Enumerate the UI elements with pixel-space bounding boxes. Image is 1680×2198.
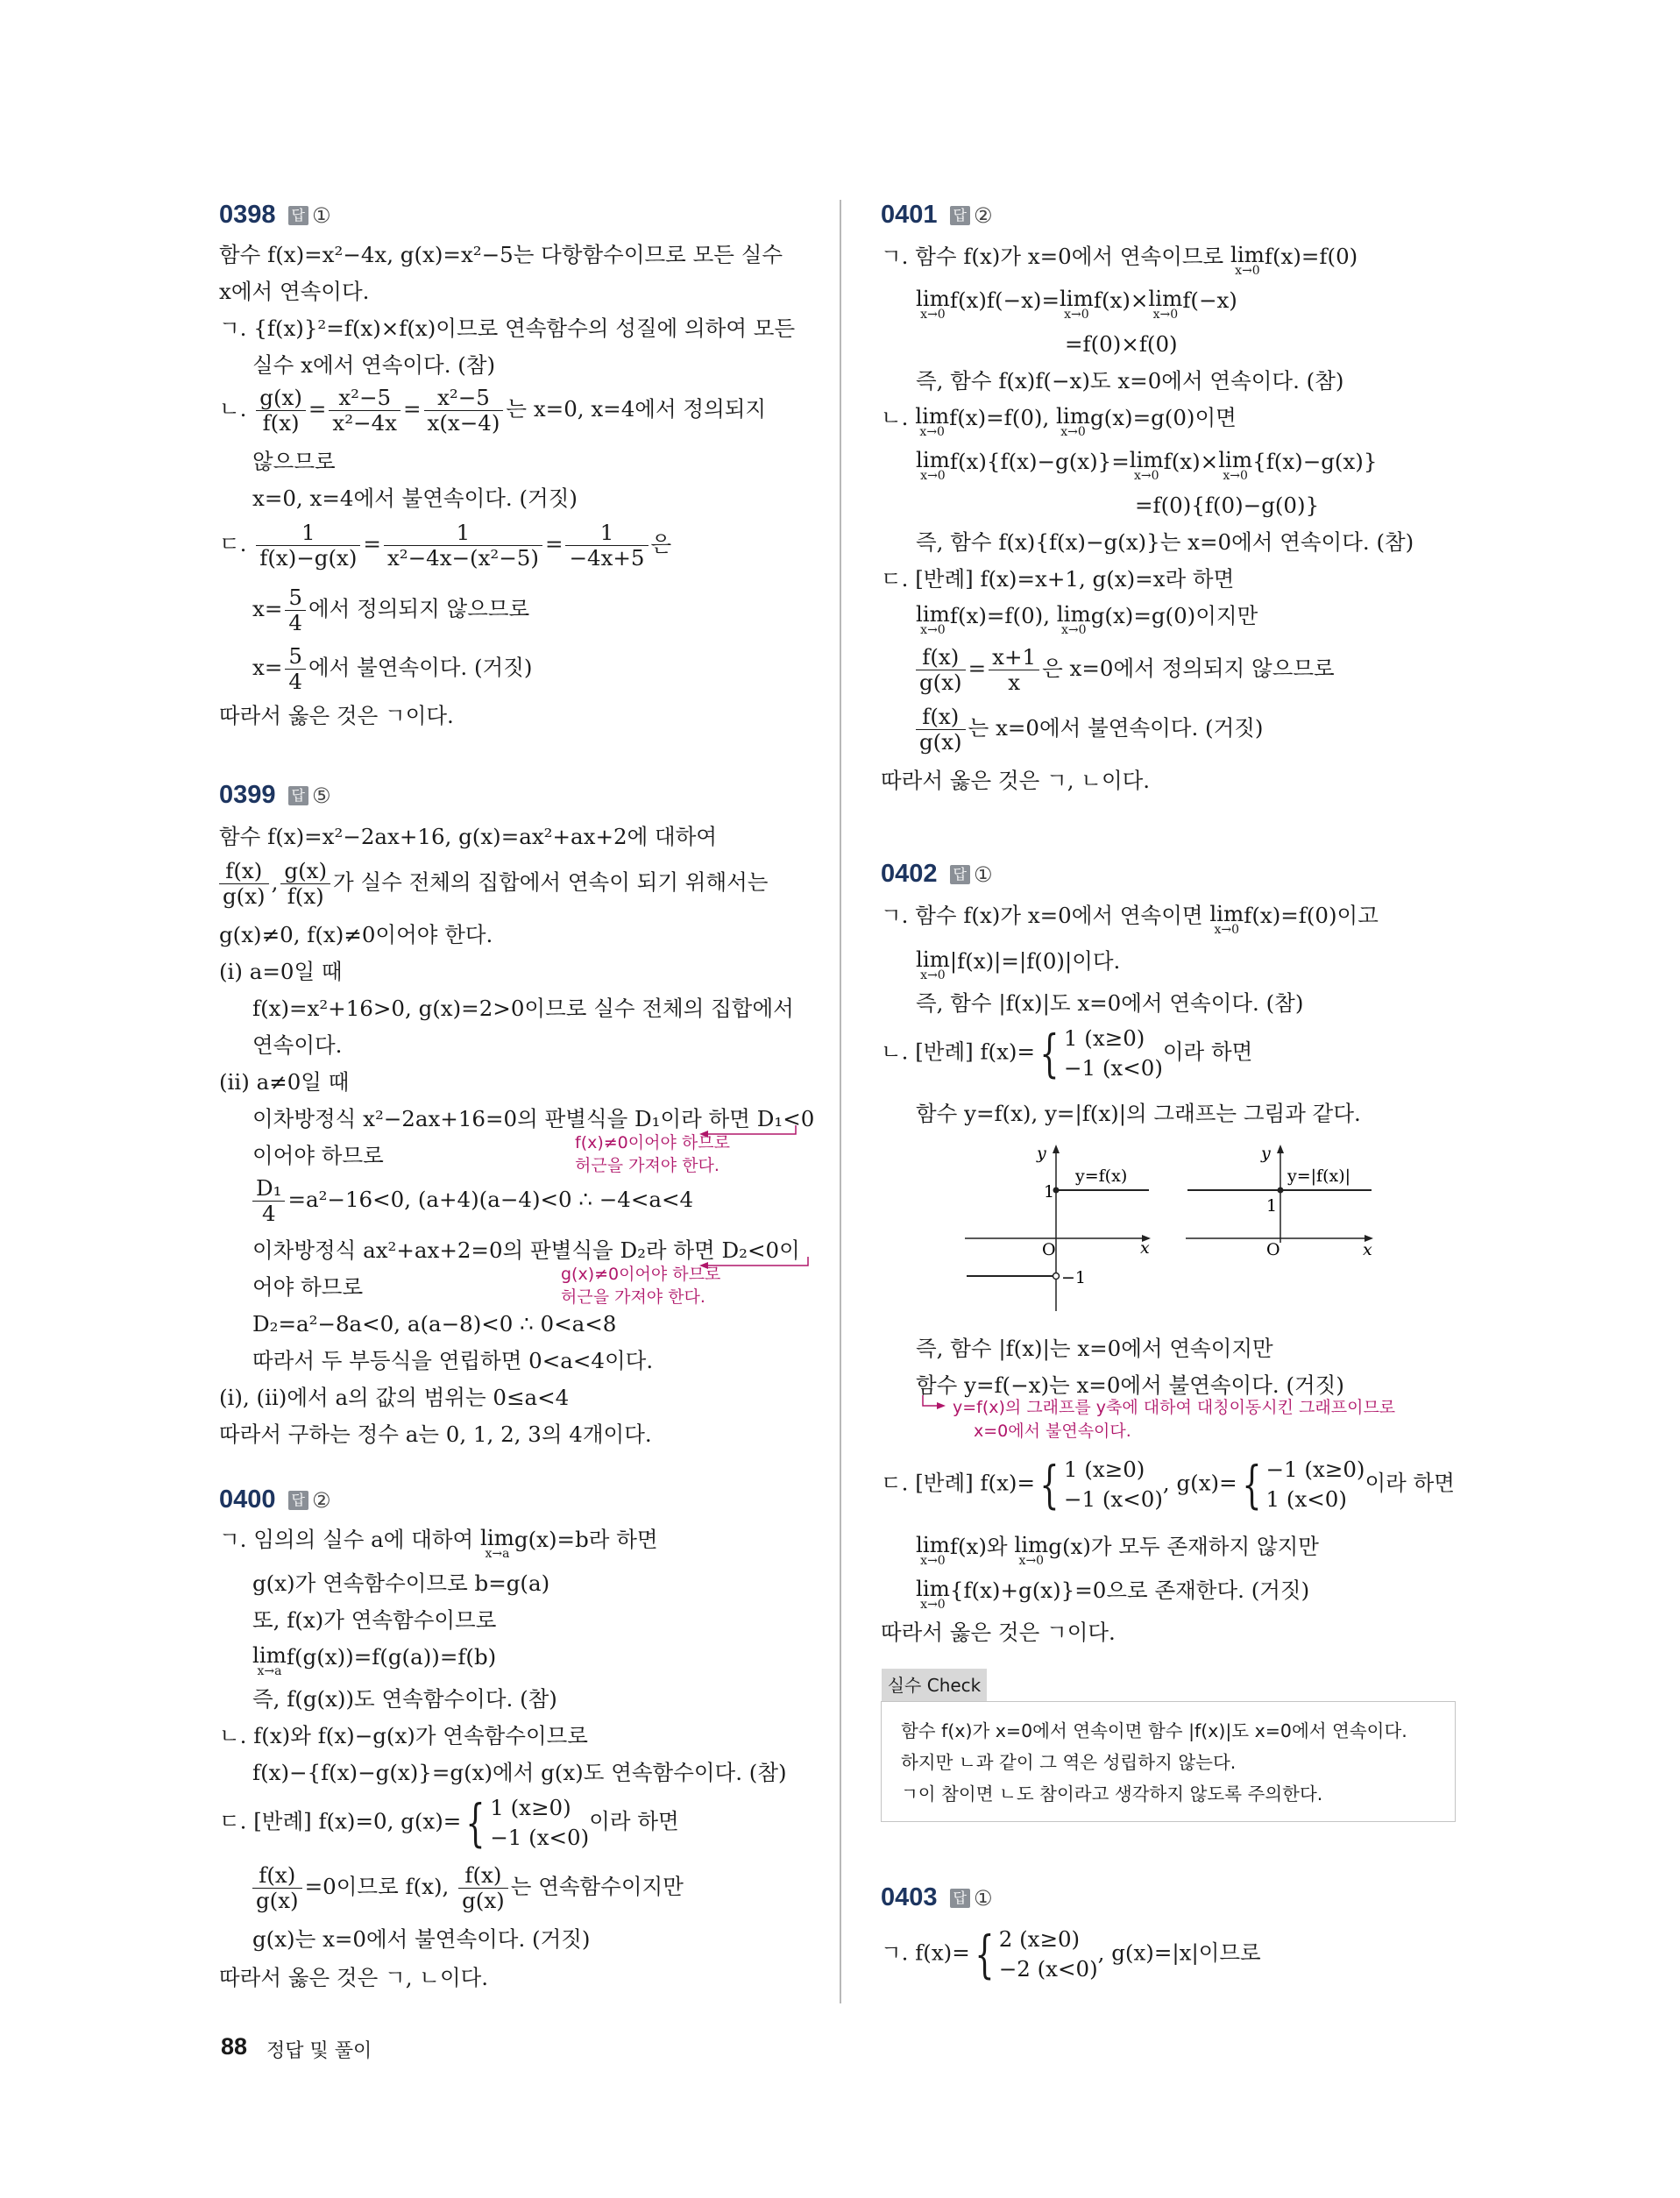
equation-line bbox=[881, 403, 1237, 438]
cases bbox=[1064, 1024, 1163, 1083]
denominator: x bbox=[1008, 670, 1021, 695]
fraction bbox=[424, 386, 504, 436]
denominator: x(x−4) bbox=[427, 410, 500, 436]
equation-line bbox=[252, 585, 529, 635]
text: 은 x=0에서 정의되지 않으므로 bbox=[1042, 656, 1335, 681]
text-line: g(x)는 x=0에서 불연속이다. (거짓) bbox=[252, 1926, 591, 1952]
case: −2 (x<0) bbox=[998, 1956, 1098, 1982]
text: 이라 하면 bbox=[589, 1808, 679, 1834]
denominator: g(x) bbox=[462, 1888, 505, 1913]
denominator: f(x) bbox=[262, 410, 300, 436]
problem-number: 0401 bbox=[881, 201, 938, 229]
text-line: (ⅰ) a=0일 때 bbox=[219, 959, 343, 984]
text: 이라 하면 bbox=[1365, 1470, 1455, 1496]
text-line: =f(0)×f(0) bbox=[1065, 331, 1178, 357]
fraction bbox=[285, 644, 306, 694]
equation-line: ㄷ. $\frac{1}{f(x)-g(x)}$ = $\frac{1}{\text{x²−4x−(x²−5)}}$ = $\frac{1}{-4x+5}$ 은 bbox=[219, 520, 672, 571]
text: ㄷ. [반례] f(x)=0, g(x)= bbox=[219, 1808, 462, 1834]
text: , g(x)=|x|이므로 bbox=[1097, 1939, 1261, 1966]
brace-symbol: { bbox=[975, 1925, 995, 1984]
problem-number: 0400 bbox=[219, 1485, 276, 1514]
text: =a²−16<0, (a+4)(a−4)<0 ∴ −4<a<4 bbox=[287, 1187, 694, 1212]
denominator: 4 bbox=[261, 1201, 276, 1226]
limit bbox=[1057, 601, 1091, 636]
text: ㄴ. bbox=[881, 405, 916, 430]
limit bbox=[916, 1532, 950, 1567]
y-axis-label: y bbox=[1037, 1144, 1046, 1163]
margin-note: g(x)≠0이어야 하므로 bbox=[561, 1265, 721, 1284]
case: 2 (x≥0) bbox=[998, 1926, 1081, 1952]
denominator: 4 bbox=[288, 669, 302, 694]
mistake-check-tab: 실수 Check bbox=[882, 1669, 987, 1702]
lim-symbol: lim bbox=[480, 1525, 514, 1550]
lim-symbol: lim bbox=[1014, 1532, 1049, 1557]
text: g(x)=g(0)이면 bbox=[1089, 405, 1237, 430]
text: f(x)× bbox=[1093, 287, 1149, 313]
text-line: x에서 연속이다. bbox=[219, 279, 370, 304]
piecewise bbox=[1237, 1455, 1365, 1514]
text-line: 따라서 두 부등식을 연립하면 0<a<4이다. bbox=[252, 1348, 654, 1373]
margin-note: 허근을 가져야 한다. bbox=[575, 1156, 719, 1175]
lim-symbol: lim bbox=[1209, 901, 1244, 926]
lim-symbol: lim bbox=[916, 447, 950, 472]
limit bbox=[1130, 447, 1164, 482]
limit bbox=[916, 1576, 950, 1611]
check-line: 하지만 ㄴ과 같이 그 역은 성립하지 않는다. bbox=[901, 1752, 1237, 1773]
lim-symbol: lim bbox=[1230, 242, 1265, 267]
equation-line bbox=[881, 1455, 1455, 1514]
problem-number: 0398 bbox=[219, 201, 276, 229]
footer-label: 정답 및 풀이 bbox=[266, 2040, 372, 2062]
fraction bbox=[256, 386, 306, 436]
mistake-check-box bbox=[881, 1701, 1456, 1822]
text: , g(x)= bbox=[1162, 1470, 1237, 1496]
case: −1 (x<0) bbox=[1063, 1055, 1163, 1081]
text: f(x)=f(0) bbox=[1264, 244, 1358, 269]
fraction bbox=[916, 705, 966, 755]
fraction bbox=[329, 386, 401, 436]
piecewise bbox=[970, 1925, 1098, 1984]
problem-number: 0399 bbox=[219, 781, 276, 809]
column-divider bbox=[840, 200, 841, 2003]
limit bbox=[1230, 242, 1265, 277]
fraction bbox=[280, 859, 330, 909]
numerator: x²−5 bbox=[329, 386, 401, 411]
fraction bbox=[252, 1863, 302, 1913]
numerator: f(x) bbox=[458, 1863, 508, 1889]
text: {f(x)+g(x)}=0으로 존재한다. (거짓) bbox=[949, 1578, 1310, 1603]
problem-number: 0402 bbox=[881, 860, 938, 888]
limit bbox=[1218, 447, 1252, 482]
text-line: ㄷ. [반례] f(x)=x+1, g(x)=x라 하면 bbox=[881, 566, 1235, 592]
note-arrow bbox=[918, 1395, 953, 1416]
text-line: 즉, 함수 |f(x)|는 x=0에서 연속이지만 bbox=[916, 1336, 1273, 1361]
text-line: 이어야 하므로 bbox=[252, 1143, 384, 1168]
lim-symbol: lim bbox=[252, 1642, 287, 1668]
fraction bbox=[252, 1176, 285, 1226]
text: f(−x) bbox=[1182, 287, 1237, 313]
fraction bbox=[565, 521, 648, 571]
item-label: ㄴ. bbox=[219, 396, 247, 422]
equation-line bbox=[252, 644, 532, 694]
check-line: ㄱ이 참이면 ㄴ도 참이라고 생각하지 않도록 주의한다. bbox=[901, 1783, 1323, 1804]
lim-subscript: x→a bbox=[257, 1664, 282, 1678]
text: x= bbox=[252, 596, 283, 621]
text: 에서 불연속이다. (거짓) bbox=[308, 655, 533, 680]
piecewise bbox=[1035, 1024, 1163, 1083]
denominator: g(x) bbox=[919, 670, 962, 695]
text-line: 이차방정식 ax²+ax+2=0의 판별식을 D₂라 하면 D₂<0이 bbox=[252, 1237, 800, 1263]
text: g(x)가 모두 존재하지 않지만 bbox=[1048, 1534, 1319, 1559]
text-line: 함수 f(x)=x²−2ax+16, g(x)=ax²+ax+2에 대하여 bbox=[219, 824, 718, 849]
text-line: 않으므로 bbox=[252, 449, 336, 474]
numerator: g(x) bbox=[256, 386, 306, 411]
equation-line bbox=[881, 901, 1379, 936]
answer-value: ⑤ bbox=[311, 783, 331, 808]
closed-point bbox=[1278, 1188, 1284, 1194]
limit bbox=[252, 1642, 287, 1677]
lim-symbol: lim bbox=[916, 1532, 950, 1557]
answer-value: ② bbox=[973, 203, 993, 228]
equation-line bbox=[219, 1793, 679, 1853]
text-line: 함수 y=f(x), y=|f(x)|의 그래프는 그림과 같다. bbox=[916, 1101, 1361, 1126]
lim-symbol: lim bbox=[916, 286, 950, 311]
denominator: f(x) bbox=[287, 883, 324, 909]
lim-symbol: lim bbox=[916, 601, 950, 627]
answer-badge: 답 bbox=[288, 206, 308, 225]
text-line: 즉, f(g(x))도 연속함수이다. (참) bbox=[252, 1686, 557, 1712]
text-line: (ⅱ) a≠0일 때 bbox=[219, 1069, 350, 1095]
text-line: 따라서 옳은 것은 ㄱ이다. bbox=[881, 1620, 1116, 1645]
equation-line bbox=[252, 1176, 693, 1226]
equation-line bbox=[916, 1532, 1319, 1567]
answer-badge: 답 bbox=[950, 206, 970, 225]
text-line: 이차방정식 x²−2ax+16=0의 판별식을 D₁이라 하면 D₁<0 bbox=[252, 1106, 815, 1131]
answer-value: ② bbox=[311, 1488, 331, 1513]
case: 1 (x≥0) bbox=[1063, 1457, 1145, 1482]
limit bbox=[916, 601, 950, 636]
problem-0400-header bbox=[219, 1485, 331, 1515]
equation-line bbox=[916, 286, 1237, 321]
numerator: f(x) bbox=[219, 859, 269, 884]
lim-subscript: x→0 bbox=[920, 968, 946, 982]
equation-line bbox=[881, 242, 1357, 277]
fraction bbox=[384, 521, 542, 571]
equation-line: ㄴ. $\frac{g(x)}{f(x)}$ = $\frac{\text{x²−5}}{\text{x²−4x}}$ = $\frac{\text{x²−5}}{x(x-4)}$ 는 x=0, x=4에서 정의되지 bbox=[219, 385, 767, 436]
margin-note: f(x)≠0이어야 하므로 bbox=[575, 1133, 730, 1152]
text: 는 x=0에서 불연속이다. (거짓) bbox=[968, 715, 1264, 741]
text-line: 어야 하므로 bbox=[252, 1274, 364, 1300]
brace-symbol: { bbox=[1039, 1024, 1060, 1083]
item-label: ㄷ. bbox=[219, 531, 247, 557]
text-line: f(x)=x²+16>0, g(x)=2>0이므로 실수 전체의 집합에서 bbox=[252, 996, 794, 1021]
text: f(x)f(−x)= bbox=[949, 287, 1060, 313]
equation-line bbox=[252, 1863, 684, 1913]
lim-symbol: lim bbox=[916, 947, 950, 972]
x-axis-label: x bbox=[1140, 1238, 1150, 1258]
limit bbox=[916, 286, 950, 321]
origin-label: O bbox=[1266, 1240, 1280, 1259]
problem-0401-header bbox=[881, 200, 993, 230]
tick-label: −1 bbox=[1061, 1268, 1087, 1287]
text-line: D₂=a²−8a<0, a(a−8)<0 ∴ 0<a<8 bbox=[252, 1311, 617, 1337]
text-line: 즉, 함수 f(x){f(x)−g(x)}는 x=0에서 연속이다. (참) bbox=[916, 529, 1414, 555]
text: 가 실수 전체의 집합에서 연속이 되기 위해서는 bbox=[333, 869, 769, 895]
text-line: (ⅰ), (ⅱ)에서 a의 값의 범위는 0≤a<4 bbox=[219, 1385, 570, 1410]
fraction bbox=[989, 645, 1039, 695]
denominator: −4x+5 bbox=[569, 545, 645, 571]
origin-label: O bbox=[1042, 1240, 1056, 1259]
tick-label: 1 bbox=[1044, 1182, 1055, 1202]
text-line: 함수 y=f(−x)는 x=0에서 불연속이다. (거짓) bbox=[916, 1372, 1344, 1398]
page-number: 88 bbox=[221, 2033, 248, 2060]
text: f(g(x))=f(g(a))=f(b) bbox=[286, 1644, 497, 1670]
text: g(x)=g(0)이지만 bbox=[1090, 603, 1258, 628]
text-line: 따라서 옳은 것은 ㄱ, ㄴ이다. bbox=[881, 768, 1151, 793]
text-line: 따라서 구하는 정수 a는 0, 1, 2, 3의 4개이다. bbox=[219, 1422, 652, 1447]
margin-note: y=f(x)의 그래프를 y축에 대하여 대칭이동시킨 그래프이므로 bbox=[953, 1398, 1396, 1417]
lim-subscript: x→0 bbox=[1214, 923, 1240, 937]
text-line: g(x)≠0, f(x)≠0이어야 한다. bbox=[219, 922, 493, 947]
text: ㄱ. f(x)= bbox=[881, 1939, 970, 1966]
lim-subscript: x→0 bbox=[1064, 308, 1089, 322]
equation-line: $\frac{f(x)}{g(x)}$ , $\frac{g(x)}{f(x)}$ 가 실수 전체의 집합에서 연속이 되기 위해서는 bbox=[219, 859, 768, 909]
fraction bbox=[916, 645, 966, 695]
limit bbox=[915, 403, 949, 438]
answer-value: ① bbox=[973, 862, 993, 887]
lim-symbol: lim bbox=[1129, 447, 1164, 472]
fraction bbox=[219, 859, 269, 909]
limit bbox=[1209, 901, 1244, 936]
problem-0403-header bbox=[881, 1882, 993, 1913]
lim-subscript: x→0 bbox=[1152, 308, 1179, 322]
cases bbox=[999, 1925, 1098, 1984]
denominator: x²−4x−(x²−5) bbox=[386, 545, 539, 571]
lim-subscript: x→0 bbox=[920, 469, 946, 483]
denominator: g(x) bbox=[256, 1888, 299, 1913]
equation-line bbox=[916, 1576, 1309, 1611]
numerator: f(x) bbox=[252, 1863, 302, 1889]
text-line: f(x)−{f(x)−g(x)}=g(x)에서 g(x)도 연속함수이다. (참) bbox=[252, 1760, 787, 1785]
text-line: 따라서 옳은 것은 ㄱ, ㄴ이다. bbox=[219, 1965, 489, 1990]
cases bbox=[490, 1793, 589, 1853]
lim-subscript: x→0 bbox=[920, 1554, 946, 1568]
text-line: 즉, 함수 |f(x)|도 x=0에서 연속이다. (참) bbox=[916, 990, 1304, 1016]
lim-subscript: x→a bbox=[485, 1547, 510, 1561]
text: ㄷ. [반례] f(x)= bbox=[881, 1470, 1036, 1496]
text: f(x)와 bbox=[949, 1534, 1015, 1559]
text: 은 bbox=[650, 531, 672, 557]
answer-badge: 답 bbox=[288, 1491, 308, 1510]
text-line: 또, f(x)가 연속함수이므로 bbox=[252, 1607, 497, 1633]
numerator: x+1 bbox=[989, 645, 1039, 670]
margin-note: x=0에서 불연속이다. bbox=[974, 1422, 1131, 1441]
brace-symbol: { bbox=[1039, 1455, 1060, 1514]
text: f(x)=f(0)이고 bbox=[1244, 903, 1379, 928]
limit bbox=[916, 447, 950, 482]
answer-badge: 답 bbox=[950, 865, 970, 884]
text: g(x)=b라 하면 bbox=[514, 1527, 658, 1552]
text: f(x)=f(0), bbox=[949, 405, 1057, 430]
graph-abs-f bbox=[1186, 1138, 1387, 1259]
text: |f(x)|=|f(0)|이다. bbox=[949, 948, 1121, 974]
limit bbox=[1014, 1532, 1048, 1567]
text: 이라 하면 bbox=[1162, 1039, 1253, 1065]
function-label: y=|f(x)| bbox=[1287, 1166, 1351, 1186]
margin-note: 허근을 가져야 한다. bbox=[561, 1287, 705, 1307]
lim-symbol: lim bbox=[916, 1576, 950, 1601]
denominator: f(x)−g(x) bbox=[259, 545, 358, 571]
lim-symbol: lim bbox=[915, 403, 950, 429]
numerator: 1 bbox=[565, 521, 648, 546]
denominator: 4 bbox=[288, 610, 302, 635]
denominator: x²−4x bbox=[332, 410, 397, 436]
y-arrow bbox=[1053, 1145, 1060, 1153]
text: {f(x)−g(x)} bbox=[1252, 449, 1378, 474]
equation-line bbox=[881, 1925, 1261, 1984]
numerator: f(x) bbox=[916, 705, 966, 730]
equation-line: $\frac{f(x)}{g(x)}$ = $\frac{x+1}{x}$ 은 x=0에서 정의되지 않으므로 bbox=[916, 645, 1335, 695]
text: ㄱ. 함수 f(x)가 x=0에서 연속이면 bbox=[881, 903, 1210, 928]
problem-0402-header bbox=[881, 859, 993, 890]
numerator: 5 bbox=[285, 585, 306, 611]
text: 는 x=0, x=4에서 정의되지 bbox=[506, 396, 767, 422]
limit bbox=[480, 1525, 514, 1560]
function-label: y=f(x) bbox=[1075, 1166, 1128, 1186]
brace-symbol: { bbox=[1242, 1455, 1262, 1514]
lim-subscript: x→0 bbox=[920, 308, 946, 322]
cases bbox=[1266, 1455, 1365, 1514]
equation-line bbox=[252, 1642, 496, 1677]
text: 에서 정의되지 않으므로 bbox=[308, 596, 530, 621]
lim-subscript: x→0 bbox=[1018, 1554, 1045, 1568]
denominator: g(x) bbox=[919, 729, 962, 755]
text-line: 따라서 옳은 것은 ㄱ이다. bbox=[219, 703, 454, 728]
text: =0이므로 f(x), bbox=[304, 1874, 457, 1899]
case: −1 (x<0) bbox=[490, 1825, 590, 1850]
limit bbox=[1056, 403, 1090, 438]
tick-label: 1 bbox=[1266, 1196, 1278, 1216]
problem-number: 0403 bbox=[881, 1883, 938, 1911]
text: x= bbox=[252, 655, 283, 680]
lim-symbol: lim bbox=[1148, 286, 1183, 311]
equation-line bbox=[916, 947, 1120, 982]
lim-subscript: x→0 bbox=[1060, 623, 1087, 637]
equation-line bbox=[916, 601, 1258, 636]
answer-value: ① bbox=[311, 203, 331, 228]
text: ㄴ. [반례] f(x)= bbox=[881, 1039, 1036, 1065]
fraction bbox=[256, 521, 360, 571]
numerator: D₁ bbox=[252, 1176, 285, 1202]
numerator: x²−5 bbox=[424, 386, 504, 411]
case: 1 (x≥0) bbox=[1063, 1025, 1145, 1051]
denominator: g(x) bbox=[223, 883, 266, 909]
limit bbox=[1060, 286, 1094, 321]
lim-subscript: x→0 bbox=[919, 425, 945, 439]
answer-badge: 답 bbox=[950, 1889, 970, 1908]
numerator: g(x) bbox=[280, 859, 330, 884]
text: f(x)× bbox=[1163, 449, 1219, 474]
lim-subscript: x→0 bbox=[1060, 425, 1086, 439]
numerator: 1 bbox=[256, 521, 360, 546]
case: 1 (x≥0) bbox=[490, 1795, 571, 1820]
lim-symbol: lim bbox=[1056, 601, 1091, 627]
lim-symbol: lim bbox=[1056, 403, 1090, 429]
y-axis-label: y bbox=[1261, 1144, 1271, 1163]
text-line: 연속이다. bbox=[252, 1032, 343, 1058]
text: 는 연속함수이지만 bbox=[510, 1874, 684, 1899]
text-line: x=0, x=4에서 불연속이다. (거짓) bbox=[252, 486, 578, 511]
y-arrow bbox=[1277, 1145, 1284, 1153]
equation-line bbox=[916, 705, 1264, 755]
case: −1 (x≥0) bbox=[1265, 1457, 1365, 1482]
text-line: 실수 x에서 연속이다. (참) bbox=[252, 352, 496, 378]
lim-subscript: x→0 bbox=[1223, 469, 1248, 483]
case: −1 (x<0) bbox=[1063, 1486, 1163, 1512]
answer-value: ① bbox=[973, 1886, 993, 1911]
text-line: =f(0){f(0)−g(0)} bbox=[1135, 493, 1320, 518]
text-line: g(x)가 연속함수이므로 b=g(a) bbox=[252, 1571, 550, 1596]
cases bbox=[1064, 1455, 1163, 1514]
numerator: 1 bbox=[384, 521, 542, 546]
piecewise bbox=[1035, 1455, 1163, 1514]
problem-0399-header bbox=[219, 780, 331, 811]
fraction bbox=[458, 1863, 508, 1913]
lim-subscript: x→0 bbox=[1235, 264, 1260, 278]
text: ㄱ. 임의의 실수 a에 대하여 bbox=[219, 1527, 481, 1552]
lim-symbol: lim bbox=[1059, 286, 1094, 311]
numerator: 5 bbox=[285, 644, 306, 670]
piecewise bbox=[461, 1793, 589, 1853]
text-line: ㄱ. {f(x)}²=f(x)×f(x)이므로 연속함수의 성질에 의하여 모든 bbox=[219, 316, 796, 341]
limit bbox=[916, 947, 950, 982]
text: f(x)=f(0), bbox=[949, 603, 1057, 628]
lim-symbol: lim bbox=[1218, 447, 1253, 472]
equation-line bbox=[219, 1525, 658, 1560]
text-line: 함수 f(x)=x²−4x, g(x)=x²−5는 다항함수이므로 모든 실수 bbox=[219, 242, 783, 267]
lim-subscript: x→0 bbox=[920, 623, 946, 637]
brace-symbol: { bbox=[465, 1793, 486, 1853]
equation-line bbox=[916, 447, 1377, 482]
numerator: f(x) bbox=[916, 645, 966, 670]
case: 1 (x<0) bbox=[1265, 1486, 1347, 1512]
answer-badge: 답 bbox=[288, 786, 308, 805]
check-line: 함수 f(x)가 x=0에서 연속이면 함수 |f(x)|도 x=0에서 연속이다. bbox=[901, 1720, 1407, 1741]
text-line: 즉, 함수 f(x)f(−x)도 x=0에서 연속이다. (참) bbox=[916, 368, 1344, 394]
text: f(x){f(x)−g(x)}= bbox=[949, 449, 1130, 474]
graph-f bbox=[965, 1138, 1159, 1313]
problem-0398-header bbox=[219, 200, 331, 230]
lim-subscript: x→0 bbox=[920, 1598, 946, 1612]
open-point bbox=[1053, 1273, 1060, 1280]
text: ㄱ. 함수 f(x)가 x=0에서 연속이므로 bbox=[881, 244, 1230, 269]
limit bbox=[1148, 286, 1182, 321]
text-line: ㄴ. f(x)와 f(x)−g(x)가 연속함수이므로 bbox=[219, 1723, 588, 1748]
fraction bbox=[285, 585, 306, 635]
x-axis-label: x bbox=[1363, 1240, 1372, 1259]
lim-subscript: x→0 bbox=[1133, 469, 1159, 483]
equation-line bbox=[881, 1024, 1252, 1083]
